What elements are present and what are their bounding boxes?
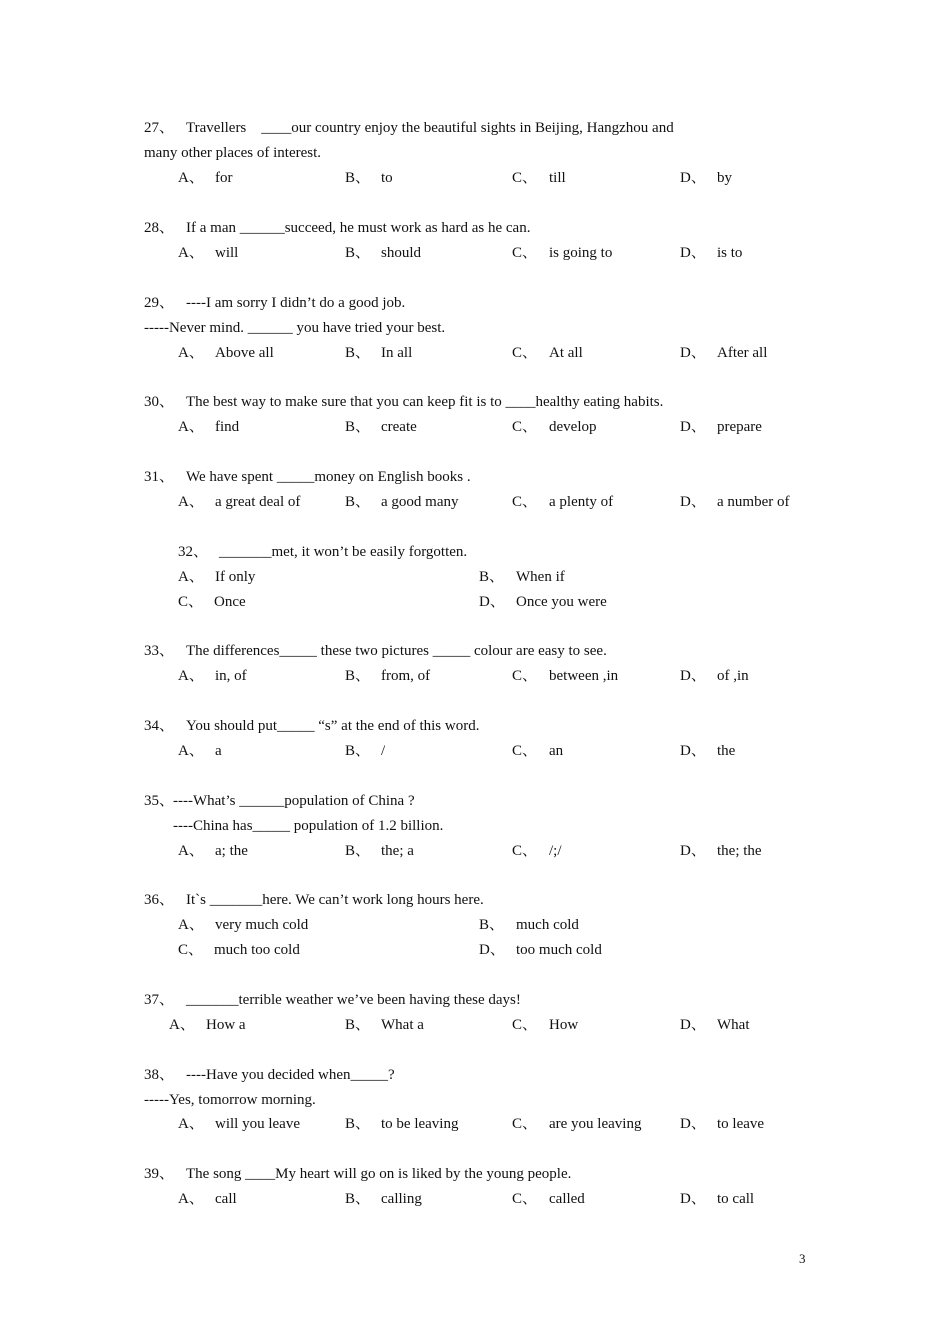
option-a: [178, 741, 222, 761]
option-mark: A、: [178, 569, 204, 585]
option-mark: D、: [680, 345, 706, 361]
option-b: [479, 567, 565, 587]
option-mark: A、: [178, 170, 204, 186]
question-35-number: 35、: [144, 793, 175, 809]
option-mark: B、: [345, 668, 371, 684]
option-text: by: [717, 170, 732, 186]
option-text: to be leaving: [381, 1116, 459, 1132]
option-mark: B、: [345, 843, 371, 859]
option-text: in, of: [215, 668, 247, 684]
option-text: between ,in: [549, 668, 619, 684]
option-a: [178, 666, 247, 686]
option-mark: A、: [178, 1191, 204, 1207]
option-text: should: [381, 245, 422, 261]
option-mark: B、: [479, 917, 505, 933]
option-text: When if: [516, 569, 565, 585]
option-mark: C、: [512, 1017, 538, 1033]
option-text: the; the: [717, 843, 762, 859]
option-c: [512, 492, 613, 512]
question-37-stem: _______terrible weather we’ve been having these days!: [186, 992, 521, 1008]
option-b: [345, 1114, 458, 1134]
option-mark: A、: [178, 419, 204, 435]
option-text: At all: [549, 345, 583, 361]
option-text: very much cold: [215, 917, 309, 933]
question-39-stem: The song ____My heart will go on is liked by the young people.: [186, 1166, 572, 1182]
question-39-number: 39、: [144, 1166, 175, 1182]
option-mark: C、: [178, 594, 204, 610]
option-mark: A、: [178, 668, 204, 684]
option-mark: A、: [178, 345, 204, 361]
option-d: [680, 343, 767, 363]
question-38-stem: ----Have you decided when_____?: [186, 1067, 395, 1083]
option-mark: C、: [512, 743, 538, 759]
option-a: [178, 915, 308, 935]
option-c: [512, 168, 566, 188]
option-mark: C、: [512, 345, 538, 361]
option-text: In all: [381, 345, 413, 361]
question-33-number: 33、: [144, 643, 175, 659]
question-29-stem: ----I am sorry I didn’t do a good job.: [186, 295, 406, 311]
option-mark: A、: [178, 245, 204, 261]
option-text: Once: [214, 594, 246, 610]
option-text: for: [215, 170, 233, 186]
option-c: [512, 243, 612, 263]
option-mark: C、: [512, 170, 538, 186]
option-mark: D、: [680, 1017, 706, 1033]
option-text: a good many: [381, 494, 459, 510]
option-a: [178, 492, 300, 512]
option-b: [345, 343, 412, 363]
option-mark: A、: [178, 917, 204, 933]
option-text: find: [215, 419, 240, 435]
option-mark: A、: [169, 1017, 195, 1033]
option-mark: C、: [512, 419, 538, 435]
option-mark: C、: [512, 245, 538, 261]
question-31-number: 31、: [144, 469, 175, 485]
option-text: a number of: [717, 494, 790, 510]
option-d: [680, 1189, 754, 1209]
option-d: [680, 841, 762, 861]
option-text: to leave: [717, 1116, 765, 1132]
option-mark: B、: [345, 1191, 371, 1207]
question-34-stem: You should put_____ “s” at the end of this word.: [186, 718, 480, 734]
question-28-stem: If a man ______succeed, he must work as hard as he can.: [186, 220, 531, 236]
option-text: is to: [717, 245, 743, 261]
option-text: of ,in: [717, 668, 749, 684]
option-text: an: [549, 743, 564, 759]
question-38-number: 38、: [144, 1067, 175, 1083]
option-mark: D、: [680, 419, 706, 435]
option-text: develop: [549, 419, 597, 435]
option-c: [512, 417, 596, 437]
option-mark: D、: [680, 170, 706, 186]
option-mark: C、: [512, 843, 538, 859]
option-c: [512, 343, 583, 363]
option-text: Once you were: [516, 594, 607, 610]
option-text: a plenty of: [549, 494, 614, 510]
option-a: [178, 841, 248, 861]
option-text: How: [549, 1017, 579, 1033]
option-a: [169, 1015, 246, 1035]
question-29-reply: -----Never mind. ______ you have tried your best.: [144, 320, 446, 336]
question-36-stem: It`s _______here. We can’t work long hours here.: [186, 892, 484, 908]
option-mark: D、: [680, 668, 706, 684]
question-29-number: 29、: [144, 295, 175, 311]
option-b: [345, 1189, 422, 1209]
question-32-stem: _______met, it won’t be easily forgotten.: [219, 544, 468, 560]
option-mark: B、: [345, 345, 371, 361]
option-text: What a: [381, 1017, 424, 1033]
question-32-number: 32、: [178, 544, 209, 560]
option-mark: C、: [512, 668, 538, 684]
option-text: calling: [381, 1191, 422, 1207]
question-35-stem: ----What’s ______population of China ?: [173, 793, 415, 809]
option-b: [345, 168, 393, 188]
option-mark: D、: [680, 494, 706, 510]
option-c: [178, 592, 246, 612]
question-36-number: 36、: [144, 892, 175, 908]
option-text: till: [549, 170, 566, 186]
option-text: from, of: [381, 668, 431, 684]
option-mark: D、: [680, 245, 706, 261]
option-d: [680, 1114, 764, 1134]
option-mark: A、: [178, 743, 204, 759]
option-mark: B、: [479, 569, 505, 585]
option-c: [512, 666, 618, 686]
option-text: called: [549, 1191, 585, 1207]
question-27-number: 27、: [144, 120, 175, 136]
option-text: the; a: [381, 843, 414, 859]
option-c: [512, 1015, 578, 1035]
option-mark: C、: [178, 942, 204, 958]
option-text: What: [717, 1017, 750, 1033]
option-mark: B、: [345, 1017, 371, 1033]
option-d: [680, 168, 732, 188]
option-text: Above all: [215, 345, 274, 361]
question-35-reply: ----China has_____ population of 1.2 billion.: [173, 818, 444, 834]
option-text: prepare: [717, 419, 762, 435]
option-d: [680, 243, 742, 263]
question-28-number: 28、: [144, 220, 175, 236]
option-text: are you leaving: [549, 1116, 642, 1132]
option-mark: D、: [680, 743, 706, 759]
option-d: [680, 666, 749, 686]
option-mark: C、: [512, 1191, 538, 1207]
option-text: too much cold: [516, 942, 602, 958]
option-c: [512, 841, 562, 861]
option-mark: D、: [680, 1116, 706, 1132]
option-text: call: [215, 1191, 237, 1207]
option-text: If only: [215, 569, 256, 585]
option-d: [680, 417, 762, 437]
option-mark: B、: [345, 419, 371, 435]
option-text: much cold: [516, 917, 579, 933]
option-c: [512, 741, 563, 761]
option-text: will you leave: [215, 1116, 300, 1132]
option-text: is going to: [549, 245, 613, 261]
option-b: [345, 841, 414, 861]
question-31-stem: We have spent _____money on English books .: [186, 469, 471, 485]
question-34-number: 34、: [144, 718, 175, 734]
option-mark: B、: [345, 1116, 371, 1132]
option-text: After all: [717, 345, 768, 361]
option-text: a: [215, 743, 222, 759]
option-b: [345, 1015, 424, 1035]
option-mark: C、: [512, 1116, 538, 1132]
option-text: the: [717, 743, 736, 759]
option-a: [178, 168, 233, 188]
option-mark: A、: [178, 843, 204, 859]
option-d: [479, 940, 602, 960]
question-30-stem: The best way to make sure that you can keep fit is to ____healthy eating habits.: [186, 394, 664, 410]
option-text: /;/: [549, 843, 562, 859]
option-mark: A、: [178, 494, 204, 510]
option-text: /: [381, 743, 386, 759]
option-text: a great deal of: [215, 494, 301, 510]
option-text: will: [215, 245, 239, 261]
option-mark: B、: [345, 245, 371, 261]
question-33-stem: The differences_____ these two pictures _____ colour are easy to see.: [186, 643, 607, 659]
option-text: a; the: [215, 843, 248, 859]
option-mark: C、: [512, 494, 538, 510]
question-38-reply: -----Yes, tomorrow morning.: [144, 1092, 316, 1108]
option-mark: D、: [479, 594, 505, 610]
question-37-number: 37、: [144, 992, 175, 1008]
question-30-number: 30、: [144, 394, 175, 410]
option-c: [512, 1189, 585, 1209]
option-a: [178, 343, 274, 363]
option-b: [345, 243, 421, 263]
option-text: to call: [717, 1191, 755, 1207]
option-text: much too cold: [214, 942, 300, 958]
option-text: How a: [206, 1017, 246, 1033]
option-d: [479, 592, 607, 612]
option-a: [178, 417, 239, 437]
option-c: [178, 940, 300, 960]
option-b: [345, 666, 430, 686]
option-mark: D、: [680, 1191, 706, 1207]
option-mark: B、: [345, 743, 371, 759]
option-mark: D、: [479, 942, 505, 958]
option-text: to: [381, 170, 393, 186]
option-mark: D、: [680, 843, 706, 859]
option-mark: B、: [345, 494, 371, 510]
option-text: create: [381, 419, 417, 435]
option-b: [345, 741, 385, 761]
option-c: [512, 1114, 641, 1134]
option-a: [178, 567, 255, 587]
option-a: [178, 243, 238, 263]
option-d: [680, 492, 789, 512]
option-b: [345, 492, 458, 512]
option-b: [345, 417, 417, 437]
page-number: 3: [799, 1251, 806, 1266]
question-27-stem-continued: many other places of interest.: [144, 145, 322, 161]
option-mark: B、: [345, 170, 371, 186]
option-d: [680, 741, 735, 761]
option-b: [479, 915, 579, 935]
option-a: [178, 1114, 300, 1134]
option-mark: A、: [178, 1116, 204, 1132]
question-27-stem: Travellers ____our country enjoy the beautiful sights in Beijing, Hangzhou and: [186, 120, 674, 136]
option-a: [178, 1189, 237, 1209]
option-d: [680, 1015, 749, 1035]
